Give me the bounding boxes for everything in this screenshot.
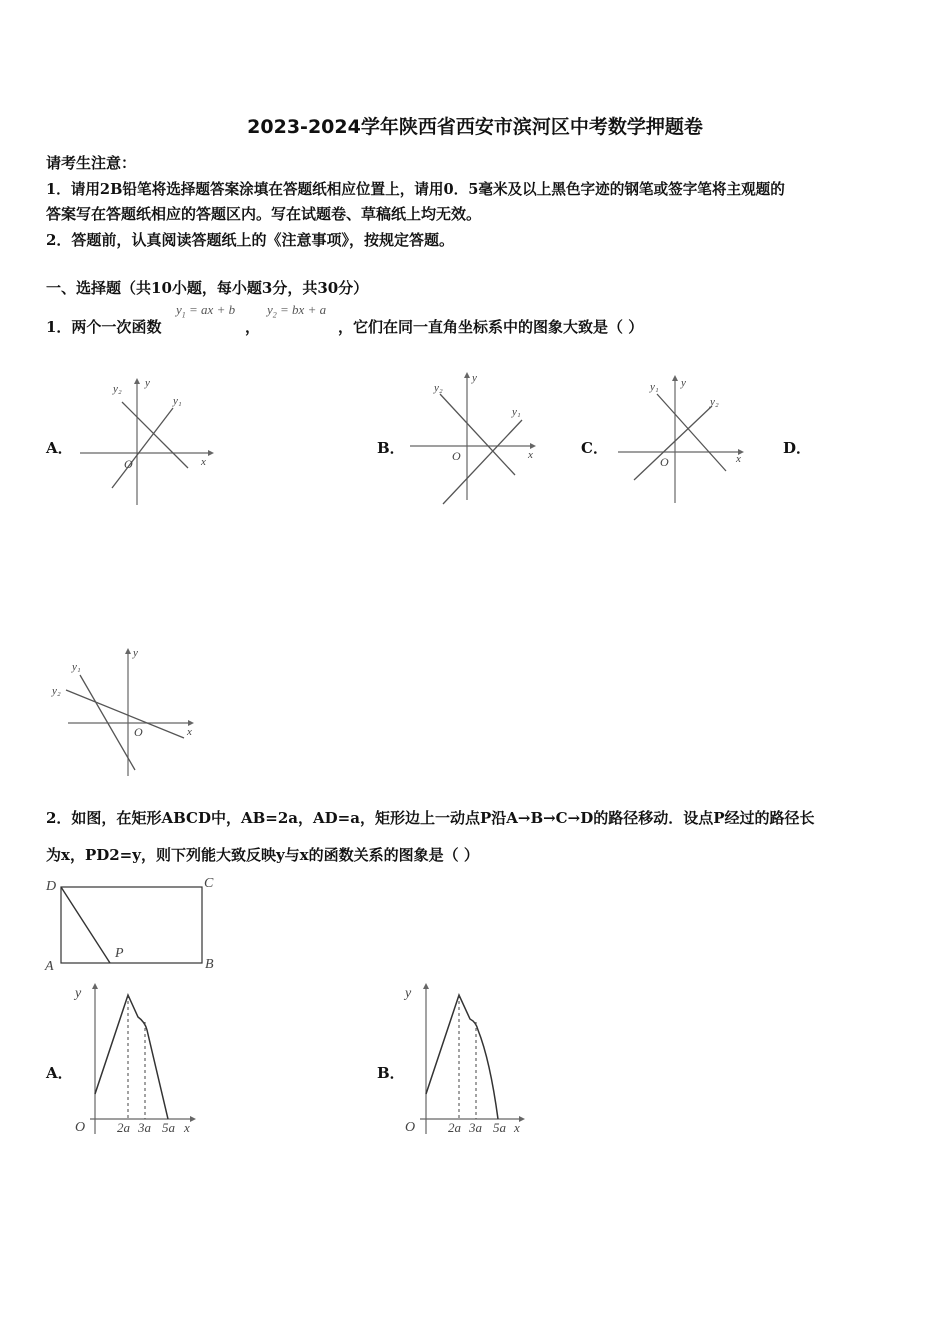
notice-line-2: 2．答题前，认真阅读答题纸上的《注意事项》，按规定答题。 (46, 231, 454, 249)
y-label: y (145, 377, 150, 389)
origin-label: O (134, 725, 143, 739)
tick-3a: 3a (138, 1120, 151, 1135)
y2-label: y₂ (52, 685, 61, 697)
origin-label: O (405, 1120, 416, 1135)
q2-stem-line-2: 为x，PD2=y，则下列能大致反映y与x的函数关系的图象是（ ） (46, 846, 479, 864)
tick-5a: 5a (162, 1120, 175, 1135)
tick-2a: 2a (117, 1120, 130, 1135)
y-label: y (133, 647, 138, 659)
notice-line-1a: 1．请用2B铅笔将选择题答案涂填在答题纸相应位置上，请用0．5毫米及以上黑色字迹的钢笔或签字笔将主观题的 (46, 181, 785, 198)
tick-2a: 2a (448, 1120, 461, 1135)
y-label: y (472, 372, 477, 384)
x-label: x (187, 726, 192, 738)
label-p: P (115, 946, 124, 961)
origin-label: O (75, 1120, 86, 1135)
q1-eq2: $y_2$ = bx + a (267, 302, 327, 320)
x-label: x (201, 456, 206, 468)
origin-label: O (660, 455, 669, 469)
label-d: D (46, 879, 57, 894)
y2-label: y₂ (434, 382, 443, 394)
q1-comma: ， (245, 318, 261, 336)
q1-option-d[interactable]: D． (783, 439, 812, 457)
q2-stem-line-1: 2．如图，在矩形ABCD中，AB=2a，AD=a，矩形边上一动点P沿A→B→C→D的路径移动．设点P经过的路径长 (46, 809, 815, 827)
y1-label: y₁ (173, 395, 182, 407)
x-label: x (184, 1120, 190, 1135)
y2-label: y₂ (113, 383, 122, 395)
notice-line-1b: 答案写在答题纸相应的答题区内。写在试题卷、草稿纸上均无效。 (46, 205, 482, 223)
y1-label: y₁ (650, 381, 659, 393)
y-label: y (75, 986, 82, 1001)
q1-option-b[interactable]: B． (377, 439, 405, 457)
y-label: y (405, 986, 412, 1001)
x-label: x (528, 449, 533, 461)
q1-stem-post: ，它们在同一直角坐标系中的图象大致是（ ） (338, 318, 644, 336)
y-arrow (423, 983, 429, 989)
q1-eq1: $y_1$ = ax + b (176, 302, 236, 320)
q1-option-c[interactable]: C． (581, 439, 608, 457)
label-b: B (205, 957, 214, 972)
x-label: x (514, 1120, 520, 1135)
origin-label: O (124, 457, 133, 471)
x-label: x (736, 453, 741, 465)
page-title: 2023-2024学年陕西省西安市滨河区中考数学押题卷 (247, 116, 703, 138)
label-c: C (204, 876, 214, 891)
q1-option-a[interactable]: A． (46, 439, 73, 457)
x-arrow (519, 1116, 525, 1122)
y2-label: y₂ (710, 396, 719, 408)
origin-label: O (452, 449, 461, 463)
label-a: A (45, 959, 54, 974)
y-label: y (681, 377, 686, 389)
tick-5a: 5a (493, 1120, 506, 1135)
tick-3a: 3a (469, 1120, 482, 1135)
y1-label: y₁ (512, 406, 521, 418)
section-heading: 一、选择题（共10小题，每小题3分，共30分） (46, 279, 369, 297)
q1-stem-pre: 1．两个一次函数 (46, 318, 162, 336)
curve (426, 995, 498, 1119)
q2-option-b[interactable]: B． (377, 1064, 405, 1082)
notice-heading: 请考生注意： (46, 154, 137, 172)
y1-label: y₁ (72, 661, 81, 673)
q2-option-a[interactable]: A． (46, 1064, 73, 1082)
